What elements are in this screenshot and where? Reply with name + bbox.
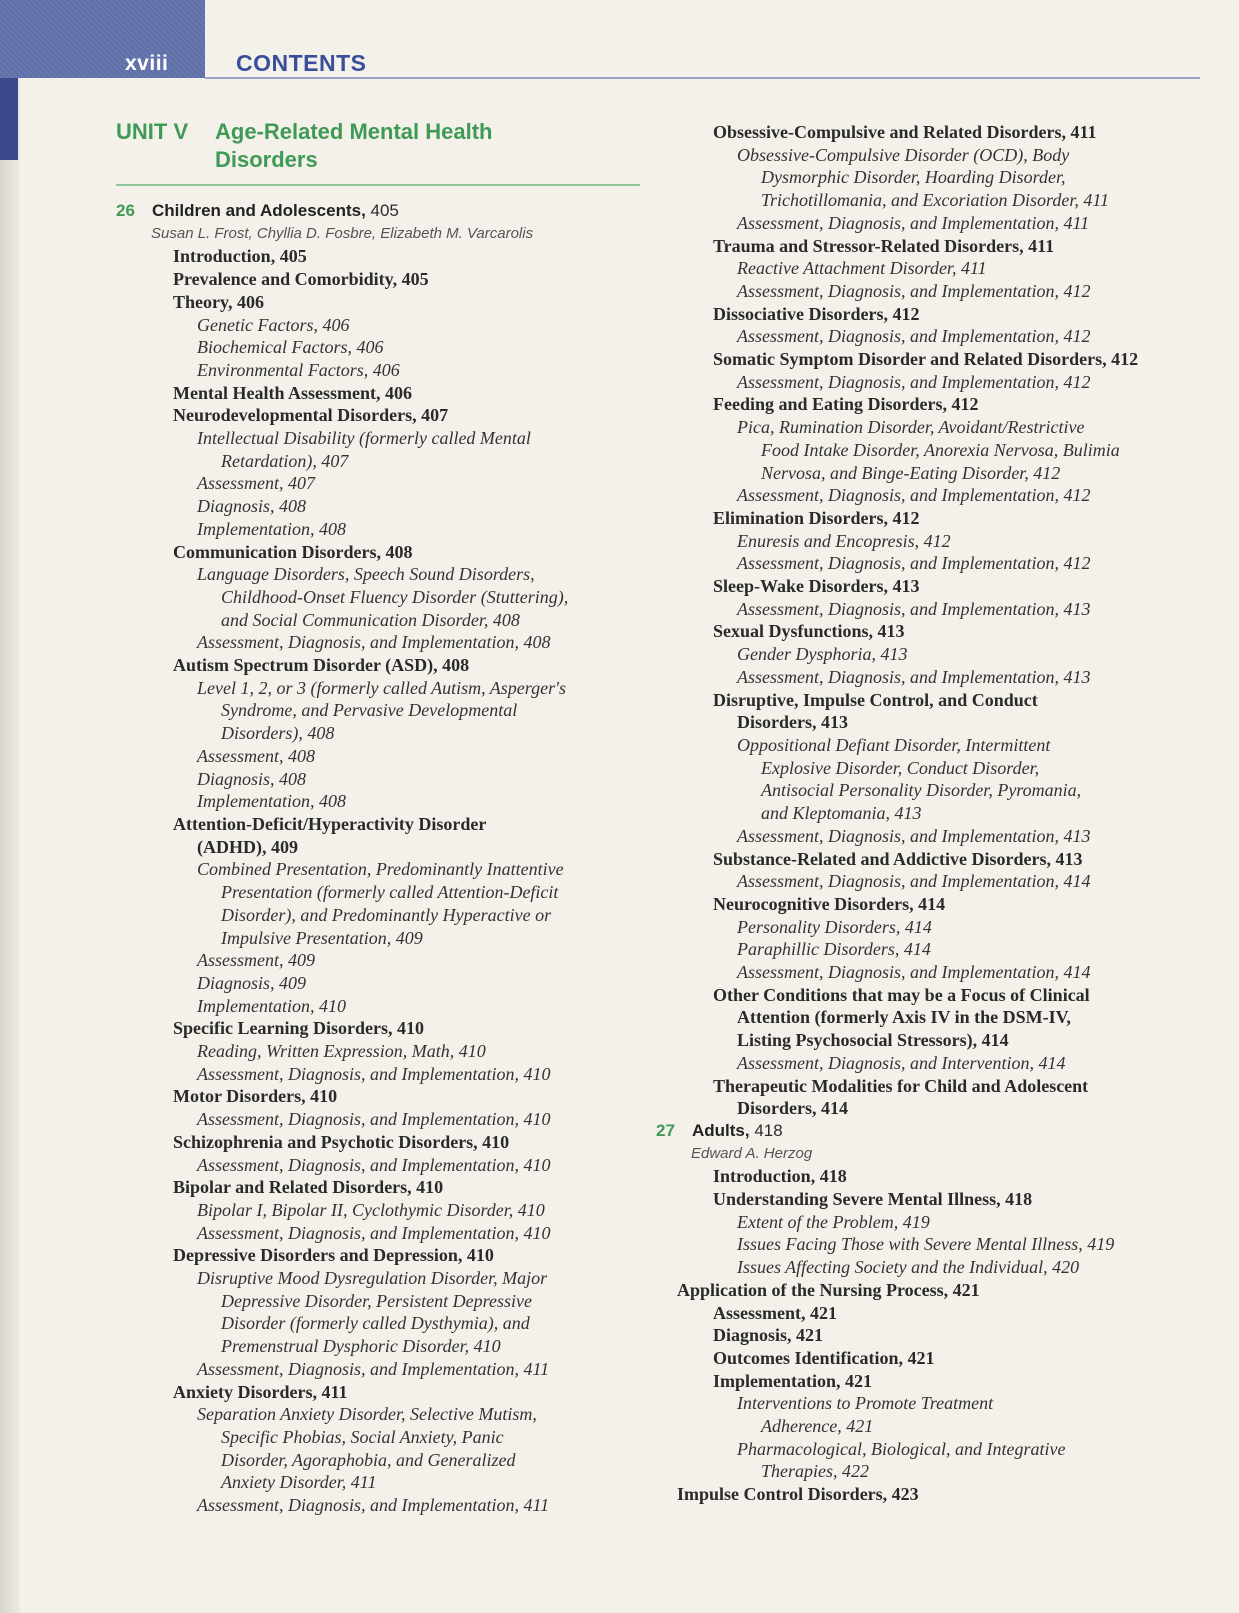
toc-subentry: Extent of the Problem, 419 xyxy=(737,1211,930,1232)
toc-subentry: Enuresis and Encopresis, 412 xyxy=(737,530,951,551)
toc-entry: Motor Disorders, 410 xyxy=(173,1086,338,1107)
toc-subentry: Childhood-Onset Fluency Disorder (Stuttering), xyxy=(221,586,569,607)
toc-subentry: Interventions to Promote Treatment xyxy=(737,1393,994,1414)
toc-subentry: Disorder (formerly called Dysthymia), and xyxy=(221,1313,530,1334)
toc-entry: Implementation, 421 xyxy=(713,1370,872,1391)
toc-subentry: Impulsive Presentation, 409 xyxy=(221,927,423,948)
toc-entry: Outcomes Identification, 421 xyxy=(713,1347,935,1368)
unit-rule xyxy=(116,184,640,186)
toc-subentry: and Kleptomania, 413 xyxy=(761,803,922,824)
toc-subentry: Diagnosis, 409 xyxy=(197,972,307,993)
toc-subentry: Disorders), 408 xyxy=(221,723,335,744)
toc-subentry: Trichotillomania, and Excoriation Disorder, 411 xyxy=(761,190,1110,211)
toc-entry: Dissociative Disorders, 412 xyxy=(713,303,920,324)
toc-subentry: Specific Phobias, Social Anxiety, Panic xyxy=(221,1426,504,1447)
toc-entry: Impulse Control Disorders, 423 xyxy=(677,1484,919,1505)
header-tab xyxy=(0,0,205,78)
toc-entry: Elimination Disorders, 412 xyxy=(713,507,920,528)
toc-entry: Depressive Disorders and Depression, 410 xyxy=(173,1245,494,1266)
toc-subentry: Reactive Attachment Disorder, 411 xyxy=(737,258,987,279)
page-binding-edge xyxy=(0,0,20,1613)
toc-subentry: Implementation, 408 xyxy=(197,791,346,812)
toc-entry: Feeding and Eating Disorders, 412 xyxy=(713,394,979,415)
chapter-author: Susan L. Frost, Chyllia D. Fosbre, Elizabeth M. Varcarolis xyxy=(151,224,534,242)
page-number: xviii xyxy=(125,52,169,75)
toc-entry: Introduction, 418 xyxy=(713,1166,847,1187)
toc-subentry: Personality Disorders, 414 xyxy=(737,916,932,937)
toc-subentry: Issues Affecting Society and the Individual, 420 xyxy=(737,1257,1080,1278)
toc-subentry: Assessment, Diagnosis, and Intervention, 414 xyxy=(737,1052,1066,1073)
chapter-author: Edward A. Herzog xyxy=(691,1144,813,1162)
toc-subentry: Nervosa, and Binge-Eating Disorder, 412 xyxy=(761,462,1061,483)
toc-entry: Sexual Dysfunctions, 413 xyxy=(713,621,905,642)
toc-entry: Listing Psychosocial Stressors), 414 xyxy=(737,1030,1009,1051)
toc-subentry: Assessment, Diagnosis, and Implementation, 410 xyxy=(197,1154,551,1175)
toc-subentry: Adherence, 421 xyxy=(761,1416,874,1437)
toc-subentry: Diagnosis, 408 xyxy=(197,768,307,789)
toc-entry: Specific Learning Disorders, 410 xyxy=(173,1018,424,1039)
toc-subentry: Environmental Factors, 406 xyxy=(197,359,400,380)
chapter-title: Children and Adolescents, xyxy=(152,201,366,220)
toc-entry: Schizophrenia and Psychotic Disorders, 410 xyxy=(173,1131,510,1152)
running-title: CONTENTS xyxy=(236,50,367,76)
toc-subentry: Explosive Disorder, Conduct Disorder, xyxy=(761,757,1040,778)
toc-entry: Assessment, 421 xyxy=(713,1302,837,1323)
unit-label: UNIT V xyxy=(116,119,189,144)
toc-subentry: Disorder), and Predominantly Hyperactive or xyxy=(221,904,552,925)
toc-subentry: Anxiety Disorder, 411 xyxy=(221,1472,377,1493)
toc-right-column xyxy=(656,121,1212,1506)
chapter-number: 26 xyxy=(116,201,135,220)
toc-subentry: Assessment, Diagnosis, and Implementation, 411 xyxy=(197,1358,550,1379)
toc-subentry: Assessment, 407 xyxy=(197,473,315,494)
toc-entry: Theory, 406 xyxy=(173,291,265,312)
toc-entry: Disorders, 414 xyxy=(737,1098,848,1119)
toc-subentry: Premenstrual Dysphoric Disorder, 410 xyxy=(221,1336,501,1357)
toc-subentry: Assessment, Diagnosis, and Implementation, 412 xyxy=(737,326,1091,347)
toc-subentry: Combined Presentation, Predominantly Inattentive xyxy=(197,859,564,880)
toc-subentry: Diagnosis, 408 xyxy=(197,496,307,517)
toc-entry: (ADHD), 409 xyxy=(197,836,298,857)
toc-subentry: Language Disorders, Speech Sound Disorders, xyxy=(197,564,535,585)
toc-subentry: Bipolar I, Bipolar II, Cyclothymic Disorder, 410 xyxy=(197,1199,545,1220)
chapter-page: 405 xyxy=(365,201,399,220)
toc-subentry: Food Intake Disorder, Anorexia Nervosa, Bulimia xyxy=(761,439,1120,460)
chapter-heading xyxy=(116,200,646,223)
toc-subentry: Genetic Factors, 406 xyxy=(197,314,350,335)
toc-subentry: Depressive Disorder, Persistent Depressive xyxy=(221,1290,532,1311)
toc-subentry: Gender Dysphoria, 413 xyxy=(737,644,908,665)
toc-subentry: Retardation), 407 xyxy=(221,450,349,471)
toc-left-column xyxy=(116,118,646,1517)
toc-subentry: and Social Communication Disorder, 408 xyxy=(221,609,520,630)
toc-entry: Disorders, 413 xyxy=(737,712,848,733)
toc-subentry: Implementation, 408 xyxy=(197,518,346,539)
toc-subentry: Assessment, Diagnosis, and Implementation, 408 xyxy=(197,632,551,653)
toc-subentry: Obsessive-Compulsive Disorder (OCD), Body xyxy=(737,144,1070,165)
toc-subentry: Paraphillic Disorders, 414 xyxy=(737,939,931,960)
toc-entry: Application of the Nursing Process, 421 xyxy=(677,1279,980,1300)
toc-entry: Mental Health Assessment, 406 xyxy=(173,382,412,403)
toc-subentry: Implementation, 410 xyxy=(197,995,346,1016)
chapter-heading xyxy=(656,1120,1212,1143)
toc-subentry: Assessment, Diagnosis, and Implementation, 413 xyxy=(737,666,1091,687)
toc-subentry: Assessment, Diagnosis, and Implementation, 412 xyxy=(737,553,1091,574)
toc-entry: Therapeutic Modalities for Child and Adolescent xyxy=(713,1075,1089,1096)
toc-subentry: Assessment, Diagnosis, and Implementation, 411 xyxy=(197,1495,550,1516)
toc-entry: Sleep-Wake Disorders, 413 xyxy=(713,576,920,597)
unit-heading xyxy=(116,118,646,174)
chapter-page: 418 xyxy=(749,1120,783,1140)
toc-subentry: Assessment, Diagnosis, and Implementation, 411 xyxy=(737,212,1090,233)
toc-entry: Neurodevelopmental Disorders, 407 xyxy=(173,405,449,426)
toc-entry: Introduction, 405 xyxy=(173,246,307,267)
toc-entry: Trauma and Stressor-Related Disorders, 411 xyxy=(713,235,1055,256)
toc-subentry: Assessment, 408 xyxy=(197,745,315,766)
toc-subentry: Intellectual Disability (formerly called Mental xyxy=(197,428,531,449)
toc-subentry: Assessment, Diagnosis, and Implementation, 413 xyxy=(737,598,1091,619)
toc-subentry: Assessment, 409 xyxy=(197,950,315,971)
toc-entry: Obsessive-Compulsive and Related Disorders, 411 xyxy=(713,122,1097,142)
toc-subentry: Assessment, Diagnosis, and Implementation, 410 xyxy=(197,1109,551,1130)
toc-entry: Communication Disorders, 408 xyxy=(173,541,413,562)
toc-entry: Understanding Severe Mental Illness, 418 xyxy=(713,1189,1033,1210)
toc-subentry: Pica, Rumination Disorder, Avoidant/Restrictive xyxy=(737,417,1085,438)
toc-subentry: Presentation (formerly called Attention-Deficit xyxy=(221,882,559,903)
toc-entry: Diagnosis, 421 xyxy=(713,1325,824,1346)
unit-title-line: Age-Related Mental Health xyxy=(215,119,493,144)
toc-subentry: Dysmorphic Disorder, Hoarding Disorder, xyxy=(761,167,1066,188)
toc-subentry: Assessment, Diagnosis, and Implementation, 414 xyxy=(737,871,1091,892)
toc-entry: Other Conditions that may be a Focus of Clinical xyxy=(713,984,1090,1005)
toc-entry: Attention (formerly Axis IV in the DSM-IV, xyxy=(737,1007,1071,1028)
toc-subentry: Pharmacological, Biological, and Integrative xyxy=(737,1438,1066,1459)
unit-title-line: Disorders xyxy=(215,147,318,172)
toc-subentry: Assessment, Diagnosis, and Implementation, 410 xyxy=(197,1222,551,1243)
toc-subentry: Disruptive Mood Dysregulation Disorder, Major xyxy=(197,1268,548,1289)
toc-entry: Autism Spectrum Disorder (ASD), 408 xyxy=(173,655,470,676)
toc-subentry: Oppositional Defiant Disorder, Intermittent xyxy=(737,734,1051,755)
toc-entry: Substance-Related and Addictive Disorders, 413 xyxy=(713,848,1083,869)
toc-subentry: Assessment, Diagnosis, and Implementation, 413 xyxy=(737,825,1091,846)
chapter-title: Adults, xyxy=(692,1120,750,1140)
chapter-number: 27 xyxy=(656,1120,675,1140)
toc-entry: Disruptive, Impulse Control, and Conduct xyxy=(713,689,1038,710)
toc-entry: Anxiety Disorders, 411 xyxy=(173,1381,348,1402)
toc-entry: Attention-Deficit/Hyperactivity Disorder xyxy=(173,813,487,834)
toc-entry: Bipolar and Related Disorders, 410 xyxy=(173,1177,444,1198)
toc-subentry: Assessment, Diagnosis, and Implementation, 414 xyxy=(737,962,1091,983)
toc-subentry: Separation Anxiety Disorder, Selective Mutism, xyxy=(197,1404,537,1425)
toc-entry: Neurocognitive Disorders, 414 xyxy=(713,893,946,914)
toc-subentry: Disorder, Agoraphobia, and Generalized xyxy=(221,1449,516,1470)
toc-entry: Somatic Symptom Disorder and Related Disorders, 412 xyxy=(713,349,1139,370)
toc-subentry: Syndrome, and Pervasive Developmental xyxy=(221,700,518,721)
toc-subentry: Level 1, 2, or 3 (formerly called Autism, Asperger's xyxy=(197,677,566,698)
toc-subentry: Biochemical Factors, 406 xyxy=(197,337,384,358)
toc-subentry: Assessment, Diagnosis, and Implementation, 410 xyxy=(197,1063,551,1084)
toc-subentry: Assessment, Diagnosis, and Implementation, 412 xyxy=(737,485,1091,506)
toc-subentry: Antisocial Personality Disorder, Pyromania, xyxy=(761,780,1082,801)
toc-entry: Prevalence and Comorbidity, 405 xyxy=(173,269,429,290)
toc-subentry: Therapies, 422 xyxy=(761,1461,869,1482)
header-rule xyxy=(205,77,1200,79)
toc-subentry: Issues Facing Those with Severe Mental Illness, 419 xyxy=(737,1234,1115,1255)
toc-subentry: Assessment, Diagnosis, and Implementation, 412 xyxy=(737,371,1091,392)
toc-subentry: Assessment, Diagnosis, and Implementation, 412 xyxy=(737,280,1091,301)
toc-subentry: Reading, Written Expression, Math, 410 xyxy=(197,1041,486,1062)
